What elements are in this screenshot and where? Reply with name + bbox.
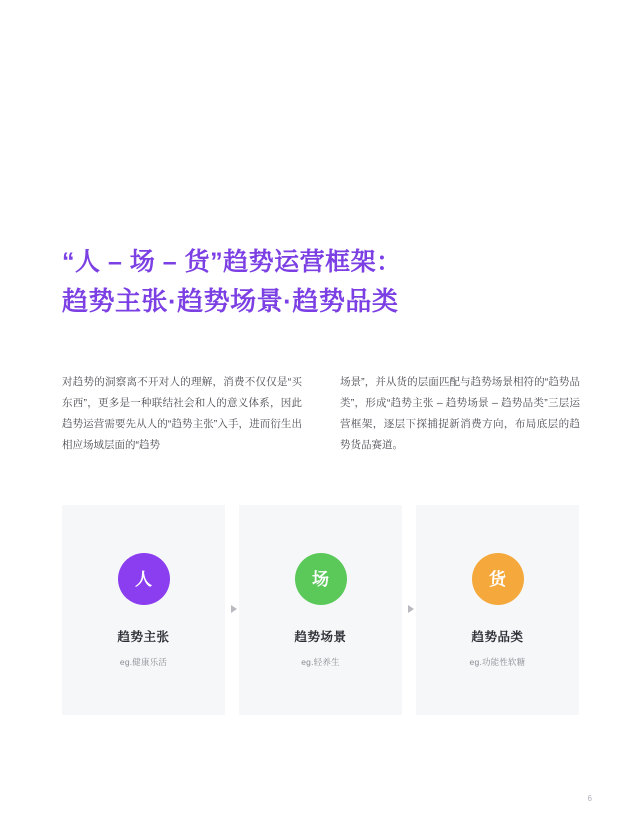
arrow-right-icon [231, 605, 237, 613]
card-title-chang: 趋势场景 [294, 630, 347, 644]
circle-badge-huo: 货 [472, 553, 524, 605]
page-title-line-1: “人 – 场 – 货”趋势运营框架： [62, 248, 402, 276]
framework-card-chang [239, 505, 402, 715]
card-title-huo: 趋势品类 [471, 630, 524, 644]
page-title [62, 243, 582, 321]
card-subtitle-huo: eg.功能性软糖 [469, 657, 526, 667]
page-number: 6 [587, 794, 592, 803]
page-title-line-2: 趋势主张·趋势场景·趋势品类 [62, 286, 399, 316]
card-subtitle-chang: eg.轻养生 [301, 657, 340, 667]
body-column-right: 场景”，并从货的层面匹配与趋势场景相符的“趋势品类”，形成“趋势主张 – 趋势场景 – 趋势品类”三层运营框架，逐层下探捕捉新消费方向，布局底层的趋势货品赛道。 [340, 376, 580, 451]
circle-badge-chang: 场 [295, 553, 347, 605]
card-subtitle-ren: eg.健康乐活 [119, 657, 168, 667]
framework-card-huo [416, 505, 579, 715]
body-column-left: 对趋势的洞察离不开对人的理解，消费不仅仅是“买东西”，更多是一种联结社会和人的意义体系，因此趋势运营需要先从人的“趋势主张”入手，进而衍生出相应场域层面的“趋势 [62, 376, 302, 451]
circle-badge-ren: 人 [118, 553, 170, 605]
body-text [62, 372, 580, 456]
arrow-right-icon [408, 605, 414, 613]
framework-cards [62, 505, 580, 715]
framework-card-ren [62, 505, 225, 715]
card-title-ren: 趋势主张 [117, 630, 170, 644]
